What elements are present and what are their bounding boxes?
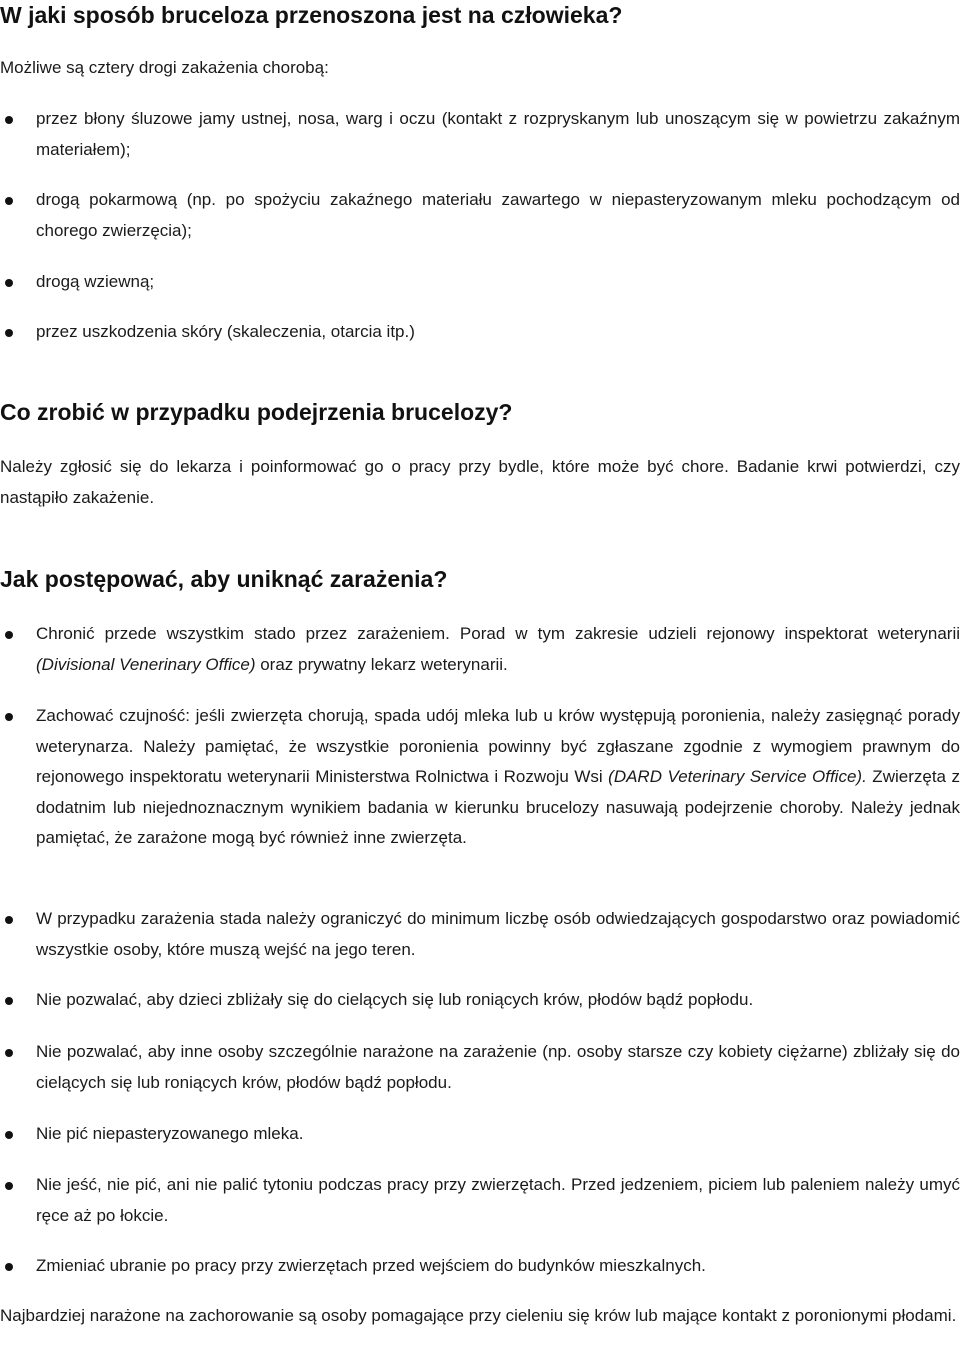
list-item-text: przez błony śluzowe jamy ustnej, nosa, warg i oczu (kontakt z rozpryskanym lub unoszącym się w powietrzu zakaźnym materiałem); — [36, 109, 960, 159]
list-item-text: drogą pokarmową (np. po spożyciu zakaźnego materiału zawartego w niepasteryzowanym mleku pochodzącym od chorego zwierzęcia); — [36, 190, 960, 240]
list-item-text: Nie pozwalać, aby dzieci zbliżały się do cielących się lub roniących krów, płodów bądź popłodu. — [36, 990, 754, 1009]
bullet-icon — [5, 713, 13, 721]
list-item-text: Nie jeść, nie pić, ani nie palić tytoniu podczas pracy przy zwierzętach. Przed jedzeniem, piciem lub paleniem należy umyć ręce aż po łokcie. — [36, 1175, 960, 1225]
bullet-icon — [5, 1049, 13, 1057]
list-item-text: Chronić przede wszystkim stado przez zarażeniem. Porad w tym zakresie udzieli rejonowy inspektorat weterynarii (Divisional Venerinary Office) oraz prywatny lekarz weterynarii. — [36, 624, 960, 674]
bullet-icon — [5, 916, 13, 924]
list-item-text: Zmieniać ubranie po pracy przy zwierzętach przed wejściem do budynków mieszkalnych. — [36, 1256, 706, 1275]
closing-paragraph: Najbardziej narażone na zachorowanie są osoby pomagające przy cieleniu się krów lub mające kontakt z poronionymi płodami. — [0, 1306, 957, 1325]
bullet-icon — [5, 329, 13, 337]
bullet-icon — [5, 631, 13, 639]
bullet-icon — [5, 279, 13, 287]
section-heading-transmission: W jaki sposób bruceloza przenoszona jest na człowieka? — [0, 2, 623, 28]
bullet-icon — [5, 997, 13, 1005]
bullet-icon — [5, 116, 13, 124]
list-item-text: Nie pić niepasteryzowanego mleka. — [36, 1124, 304, 1143]
intro-text: Możliwe są cztery drogi zakażenia chorobą: — [0, 58, 329, 77]
section-heading-prevention: Jak postępować, aby uniknąć zarażenia? — [0, 566, 448, 592]
bullet-icon — [5, 197, 13, 205]
section-heading-suspicion: Co zrobić w przypadku podejrzenia brucelozy? — [0, 399, 513, 425]
list-item-text: drogą wziewną; — [36, 272, 155, 291]
bullet-icon — [5, 1263, 13, 1271]
bullet-icon — [5, 1131, 13, 1139]
suspicion-paragraph: Należy zgłosić się do lekarza i poinformować go o pracy przy bydle, które może być chore. Badanie krwi potwierdzi, czy nastąpiło zakażenie. — [0, 457, 960, 507]
list-item-text: Zachować czujność: jeśli zwierzęta chorują, spada udój mleka lub u krów występują poronienia, należy zasięgnąć porady weterynarza. Należy pamiętać, że wszystkie poronienia powinny być zgłaszane zgodnie z wymogiem prawnym do rejonowego inspektoratu weterynarii Ministerstwa Rolnictwa i Rozwoju Wsi (DARD Veterinary Service Office). Zwierzęta z dodatnim lub niejednoznacznym wynikiem badania w kierunku brucelozy nasuwają podejrzenie choroby. Należy jednak pamiętać, że zarażone mogą być również inne zwierzęta. — [36, 706, 960, 847]
list-item-text: przez uszkodzenia skóry (skaleczenia, otarcia itp.) — [36, 322, 415, 341]
list-item-text: W przypadku zarażenia stada należy ograniczyć do minimum liczbę osób odwiedzających gospodarstwo oraz powiadomić wszystkie osoby, które muszą wejść na jego teren. — [36, 909, 960, 959]
bullet-icon — [5, 1182, 13, 1190]
list-item-text: Nie pozwalać, aby inne osoby szczególnie narażone na zarażenie (np. osoby starsze czy kobiety ciężarne) zbliżały się do cielących się lub roniących krów, płodów bądź popłodu. — [36, 1042, 960, 1092]
